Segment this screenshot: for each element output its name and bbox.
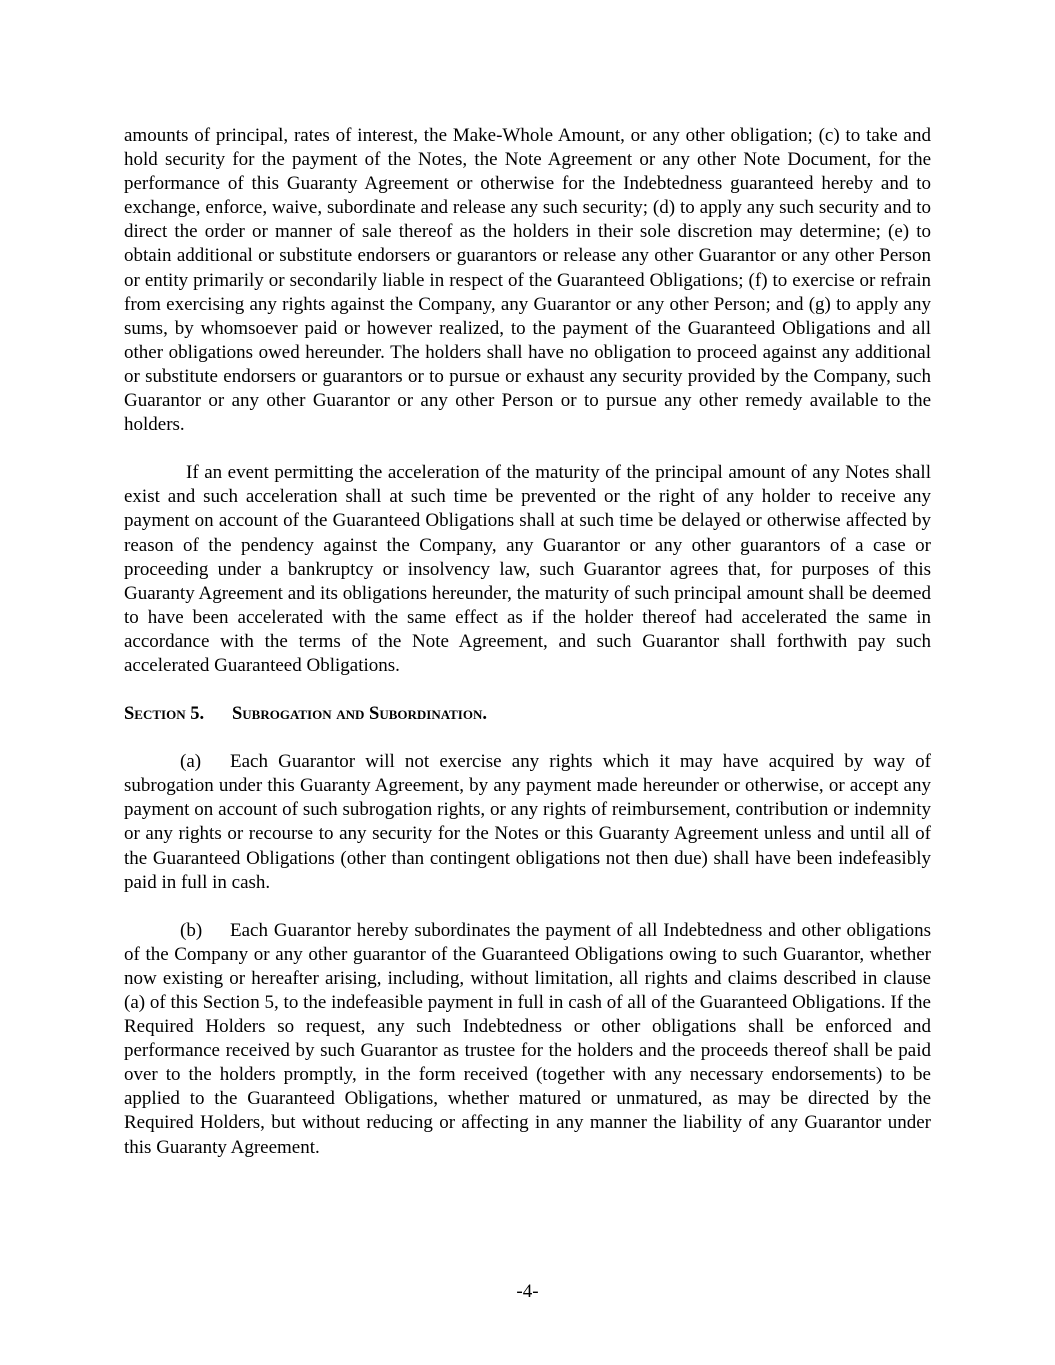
page-number: -4-	[516, 1281, 539, 1302]
document-page	[124, 124, 931, 1184]
clause-b-label: (b)	[180, 919, 203, 941]
paragraph-acceleration: If an event permitting the acceleration of the maturity of the principal amount of any Notes shall exist and such acceleration shall at such time be prevented or the right of any holder to receive any payment on account of the Guaranteed Obligations shall at such time be delayed or otherwise affected by reason of the pendency against the Company, any Guarantor or any other guarantors of a case or proceeding under a bankruptcy or insolvency law, such Guarantor agrees that, for purposes of this Guaranty Agreement and its obligations hereunder, the maturity of such principal amount shall be deemed to have been accelerated with the same effect as if the holder thereof had accelerated the same in accordance with the terms of the Note Agreement, and such Guarantor shall forthwith pay such accelerated Guaranteed Obligations.	[124, 462, 931, 676]
clause-a-label: (a)	[180, 751, 202, 773]
clause-a-text: Each Guarantor will not exercise any rights which it may have acquired by way of subrogation under this Guaranty Agreement, by any payment made hereunder or otherwise, or accept any payment on account of such subrogation rights, or any rights of reimbursement, contribution or indemnity or any rights or recourse to any security for the Notes or this Guaranty Agreement unless and until all of the Guaranteed Obligations (other than contingent obligations not then due) shall have been indefeasibly paid in full in cash.	[124, 751, 931, 893]
section-title-period: .	[482, 704, 487, 725]
section-title: Subrogation and Subordination	[232, 704, 483, 725]
paragraph-continuation: amounts of principal, rates of interest, the Make-Whole Amount, or any other obligation; (c) to take and hold security for the payment of the Notes, the Note Agreement or any other Note Document, for the performance of this Guaranty Agreement or otherwise for the Indebtedness guaranteed hereby and to exchange, enforce, waive, subordinate and release any such security; (d) to apply any such security and to direct the order or manner of sale thereof as the holders in their sole discretion may determine; (e) to obtain additional or substitute endorsers or guarantors or release any other Guarantor or any other Person or entity primarily or secondarily liable in respect of the Guaranteed Obligations; (f) to exercise or refrain from exercising any rights against the Company, any Guarantor or any other Person; and (g) to apply any sums, by whomsoever paid or however realized, to the payment of the Guaranteed Obligations and all other obligations owed hereunder. The holders shall have no obligation to proceed against any additional or substitute endorsers or guarantors or to pursue or exhaust any security provided by the Company, such Guarantor or any other Guarantor or any other Person or to pursue any other remedy available to the holders.	[124, 125, 931, 436]
section-number: Section 5.	[124, 704, 205, 725]
clause-a	[124, 750, 931, 895]
clause-b	[124, 919, 931, 1160]
clause-b-text: Each Guarantor hereby subordinates the payment of all Indebtedness and other obligations of the Company or any other guarantor of the Guaranteed Obligations owing to such Guarantor, whether now existing or hereafter arising, including, without limitation, all rights and claims described in clause (a) of this Section 5, to the indefeasible payment in full in cash of all of the Guaranteed Obligations. If the Required Holders so request, any such Indebtedness or other obligations shall be enforced and performance received by such Guarantor as trustee for the holders and the proceeds thereof shall be paid over to the holders promptly, in the form received (together with any necessary endorsements) to be applied to the Guaranteed Obligations, whether matured or unmatured, as may be directed by the Required Holders, but without reducing or affecting in any manner the liability of any Guarantor under this Guaranty Agreement.	[124, 919, 931, 1158]
section-heading	[124, 702, 931, 726]
